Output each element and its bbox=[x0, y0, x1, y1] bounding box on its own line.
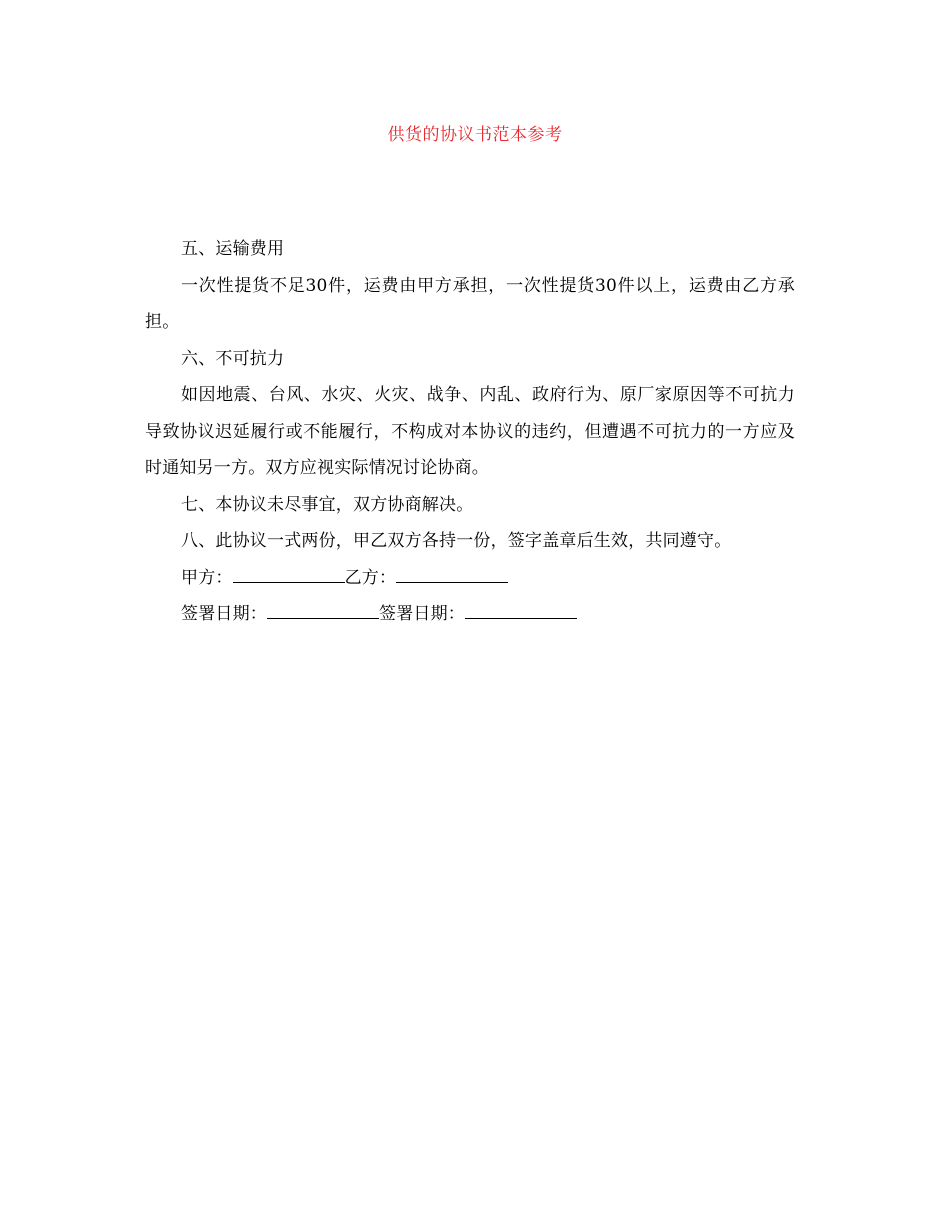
paragraph-copies-and-effect: 八、此协议一式两份，甲乙双方各持一份，签字盖章后生效，共同遵守。 bbox=[181, 531, 732, 551]
section-heading-transport-fees: 五、运输费用 bbox=[181, 239, 285, 259]
date-b-label: 签署日期： bbox=[379, 604, 465, 624]
date-b-line bbox=[465, 604, 577, 619]
party-a-label: 甲方： bbox=[181, 567, 233, 588]
signature-dates-row bbox=[145, 596, 795, 633]
section-heading-force-majeure: 六、不可抗力 bbox=[181, 348, 285, 369]
party-a-signature-line bbox=[233, 568, 345, 583]
signature-parties-row bbox=[145, 560, 795, 597]
paragraph-force-majeure: 如因地震、台风、水灾、火灾、战争、内乱、政府行为、原厂家原因等不可抗力导致协议迟延履行或不能履行，不构成对本协议的违约，但遭遇不可抗力的一方应及时通知另一方。双方应视实际情况讨论协商。 bbox=[145, 385, 795, 478]
document-title: 供货的协议书范本参考 bbox=[387, 125, 563, 145]
party-b-label: 乙方： bbox=[344, 567, 397, 588]
paragraph-transport-fees: 一次性提货不足30件，运费由甲方承担，一次性提货30件以上，运费由乙方承担。 bbox=[145, 275, 795, 332]
paragraph-unresolved-matters: 七、本协议未尽事宜，双方协商解决。 bbox=[181, 494, 474, 515]
document-body bbox=[145, 231, 795, 633]
date-a-label: 签署日期： bbox=[181, 604, 267, 624]
party-b-signature-line bbox=[396, 568, 508, 583]
date-a-line bbox=[267, 604, 379, 619]
